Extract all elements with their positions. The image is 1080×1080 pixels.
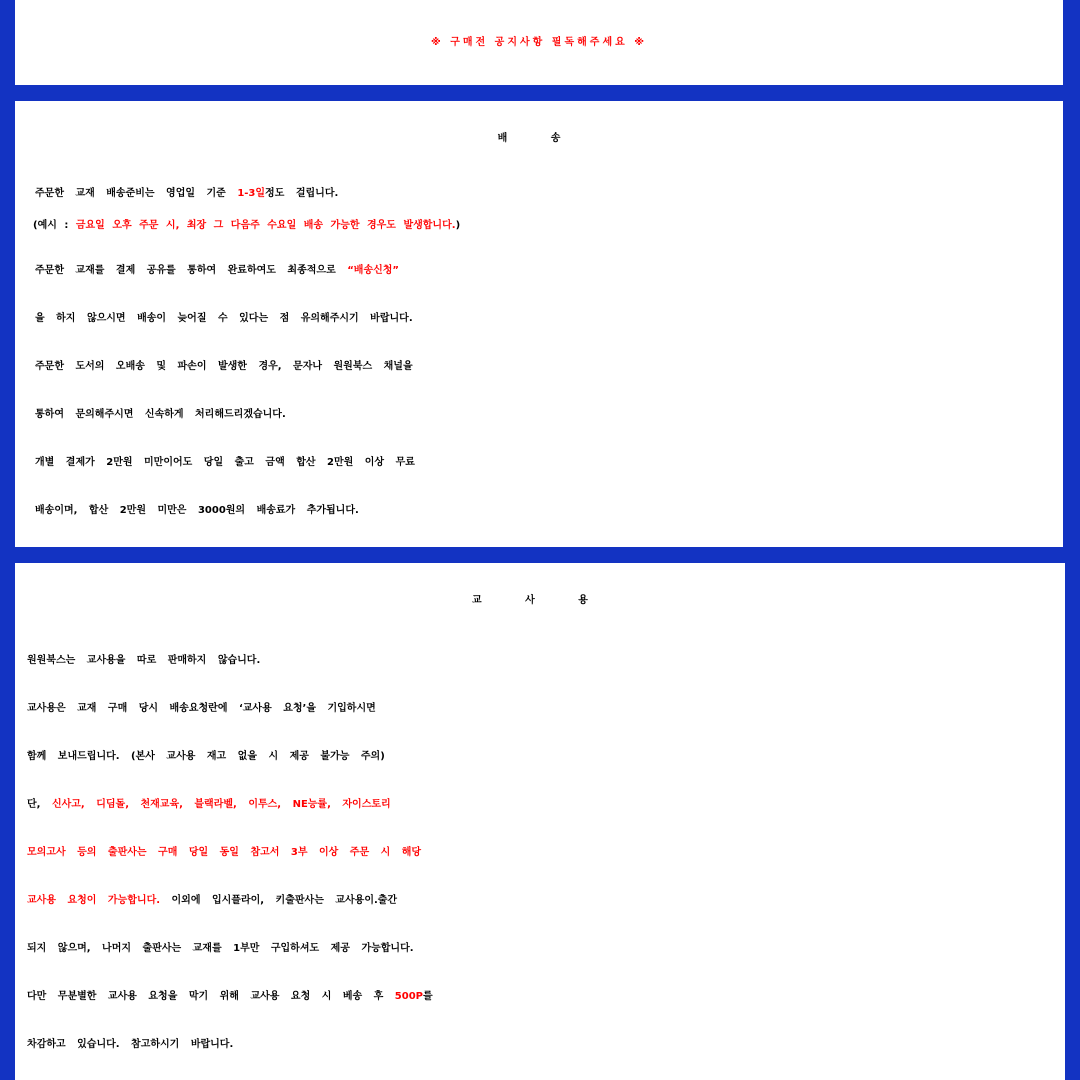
highlight-request: “배송신청” <box>347 265 400 276</box>
teacher-line-1: 원원북스는 교사용을 따로 판매하지 않습니다. <box>27 655 261 666</box>
shipping-title: 배 송 <box>497 133 581 144</box>
teacher-line-7: 되지 않으며, 나머지 출판사는 교재를 1부만 구입하셔도 제공 가능합니다. <box>27 943 414 954</box>
teacher-line-4: 단, 신사고, 디딤돌, 천재교육, 블랙라벨, 이투스, NE능률, 자이스토리 <box>27 799 391 810</box>
teacher-copy-section <box>15 563 1065 1080</box>
highlight-points: 500P <box>394 991 423 1002</box>
highlight-days: 1-3일 <box>237 188 266 199</box>
shipping-line-1: 주문한 교재 배송준비는 영업일 기준 1-3일정도 걸립니다. <box>35 188 339 199</box>
banner-text: ※ 구매전 공지사항 필독해주세요 ※ <box>431 37 647 48</box>
shipping-line-6: 통하여 문의해주시면 신속하게 처리해드리겠습니다. <box>35 409 286 420</box>
teacher-line-6: 교사용 요청이 가능합니다. 이외에 입시플라이, 키출판사는 교사용이.출간 <box>27 895 398 906</box>
shipping-line-5: 주문한 도서의 오배송 및 파손이 발생한 경우, 문자나 원원북스 채널을 <box>35 361 413 372</box>
shipping-section <box>15 101 1063 547</box>
shipping-line-7: 개별 결제가 2만원 미만이어도 당일 출고 금액 합산 2만원 이상 무료 <box>35 457 415 468</box>
shipping-line-3: 주문한 교재를 결제 공유를 통하여 완료하여도 최종적으로 “배송신청” <box>35 265 400 276</box>
highlight-publishers: 신사고, 디딤돌, 천재교육, 블랙라벨, 이투스, NE능률, 자이스토리 <box>51 799 391 810</box>
shipping-line-4: 을 하지 않으시면 배송이 늦어질 수 있다는 점 유의해주시기 바랍니다. <box>35 313 413 324</box>
teacher-line-8: 다만 무분별한 교사용 요청을 막기 위해 교사용 요청 시 베송 후 500P를 <box>27 991 433 1002</box>
teacher-line-9: 차감하고 있습니다. 참고하시기 바랍니다. <box>27 1039 234 1050</box>
shipping-line-8: 배송이며, 합산 2만원 미만은 3000원의 배송료가 추가됩니다. <box>35 505 359 516</box>
shipping-example-note: (예시 : 금요일 오후 주문 시, 최장 그 다음주 수요일 배송 가능한 경우도 발생합니다.) <box>33 220 461 231</box>
teacher-line-3: 함께 보내드립니다. (본사 교사용 재고 없을 시 제공 불가능 주의) <box>27 751 385 762</box>
teacher-line-5: 모의고사 등의 출판사는 구매 당일 동일 참고서 3부 이상 주문 시 해당 <box>27 847 422 858</box>
teacher-title: 교 사 용 <box>472 595 608 606</box>
teacher-line-2: 교사용은 교재 구매 당시 배송요청란에 ‘교사용 요청’을 기입하시면 <box>27 703 376 714</box>
notice-banner <box>15 0 1063 85</box>
highlight-available: 교사용 요청이 가능합니다. <box>27 895 161 906</box>
highlight-example: 금요일 오후 주문 시, 최장 그 다음주 수요일 배송 가능한 경우도 발생합니다. <box>75 220 456 231</box>
